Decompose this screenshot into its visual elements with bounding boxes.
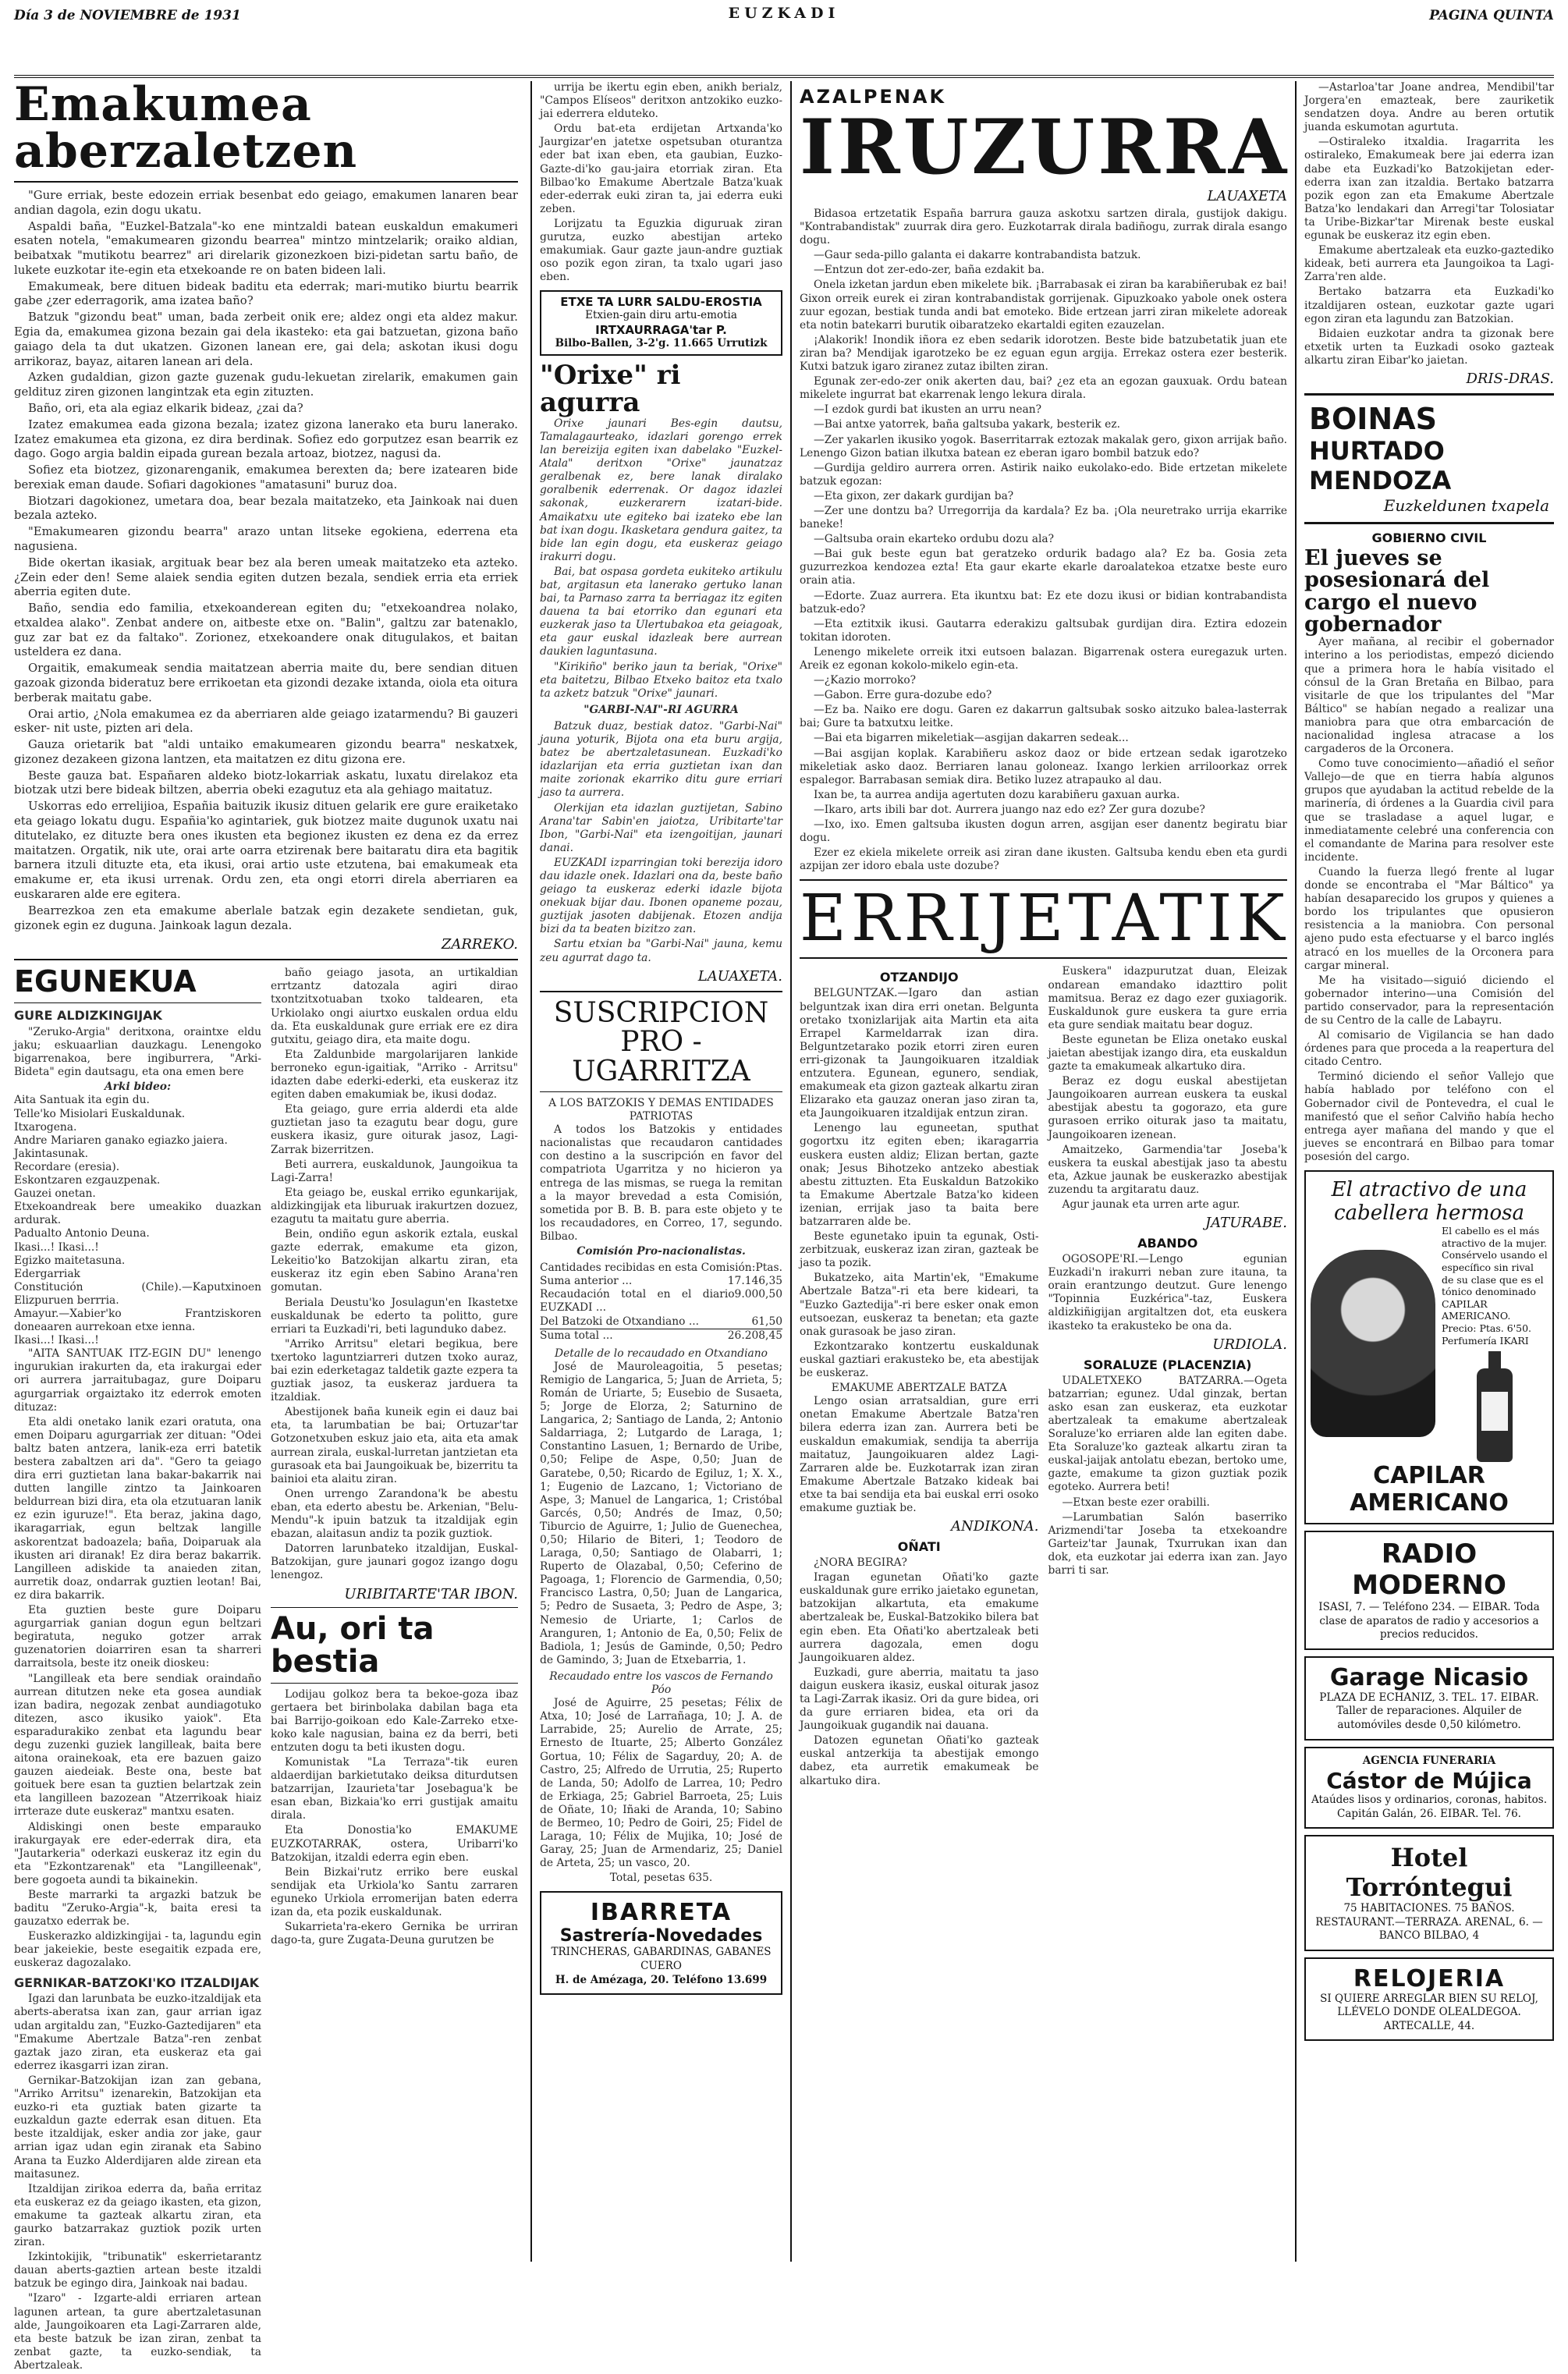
article-paragraph: Sukarrieta'ra-ekero Gernika be urriran dago-ta, gure Zugata-Deuna gurutzen be (271, 1921, 518, 1947)
ad-name: HURTADO MENDOZA (1309, 435, 1452, 495)
section-title-egunekua: EGUNEKUA (14, 964, 197, 999)
article-title-iruzurra: IRUZURRA (800, 103, 1290, 191)
divider (540, 991, 782, 992)
list-item: Eskontzaren ezgauzpenak. (14, 1174, 161, 1187)
article-paragraph: Orgaitik, emakumeak sendia maitatzean aberria maite du, bere sendian dituen gazoak gizonda bideratuz bere errikoetan eta gizondi dezake ixtanda, oiola eta oitura berberak maitatu gabe. (14, 662, 518, 704)
ad-boinas (1304, 393, 1554, 524)
article-euskera (1048, 965, 1288, 1212)
list-item: Etxekoandreak bere umeakiko duazkan ardurak. (14, 1201, 261, 1227)
ad-relojeria (1304, 1957, 1554, 2042)
article-paragraph: Olerkijan eta idazlan guztijetan, Sabino Arana'tar Sabin'en jaiotza, Uribitarte'tar Ibon, "Garbi-Nai" eta izengoitijan, jaunari danai. (540, 801, 782, 854)
article-paragraph: Izatez emakumea eada gizona bezala; izatez gizona lanerako eta buru lanerako. Izatez emakumea eta gizona, ez dira berdinak. Sofiez edo gorputzez esan bearrik ez dago. Gogo argia baldin eipada gurean bezala artoaz, biotzez, nagusi da. (14, 417, 518, 461)
article-paragraph: Bidasoa ertzetatik España barrura gauza askotxu sartzen dirala, gustijok dakigu. "Kontrabandistak" zuurrak dira gero. Euzkotarrak dirala badiñogu, zurrak dirala esango dogu. (800, 208, 1287, 247)
article-paragraph: Terminó diciendo el señor Vallejo que había hablado por teléfono con el Gobernador civil de Pontevedra, el cual le manifestó que el señor Calviño había hecho entrega ayer mañana del mando y que el jueves se encontrará en Bilbao para tomar posesión del cargo. (1304, 1070, 1554, 1163)
article-paragraph: —Bai eta bigarren mikeletiak—asgijan dakarren sedeak... (814, 732, 1129, 745)
row-label: Del Batzoki de Otxandiano ... (540, 1315, 700, 1328)
list-item: Gauzei onetan. (14, 1187, 96, 1201)
article-paragraph: José de Mauroleagoitia, 5 pesetas; Remigio de Langarica, 5; Juan de Arrieta, 5; Román de Uriarte, 5; Eusebio de Susaeta, 5; Jorge de Elorza, 2; Saturnino de Langarica, 2; Santiago de Landa, 2; Antonio Saldarriaga, 2; Lutgardo de Laraga, 1; Constantino Lasuen, 1; Bernardo de Uribe, 0,50; Felipe de Aspe, 0,50; Juan de Garatebe, 0,50; Ricardo de Egiluz, 1; X. X., 1; Eugenio de Lazcano, 1; Victoriano de Aspe, 3; Manuel de Langarica, 1; Cristóbal Garcés, 0,50; Andrés de Imaz, 0,50; Tiburcio de Aguirre, 1; Julio de Guenechea, 0,50; Hilario de Biteri, 1; Teodoro de Laraga, 0,50; Santiago de Olabarri, 1; Ruperto de Olazabal, 0,50; Ceferino de Pagoaga, 1; Florencio de Garmendia, 0,50; Francisco Lastra, 0,50; Juan de Langarica, 5; Pedro de Susaeta, 3; Pedro de Aspe, 3; Nemesio de Uriarte, 1; Carlos de Aranguren, 1; Antonio de Ea, 0,50; Felix de Badiola, 1; Jesús de Gaminde, 0,50; Pedro de Gamindo, 3; Juan de Etxebarria, 1. (540, 1360, 782, 1666)
article-paragraph: Cuando la fuerza llegó frente al lugar donde se encontraba el "Mar Báltico" ya habían desaparecido los grupos y quienes a bordo los tripulantes que opusieron resistencia a la maniobra. Con personal ajeno pudo esta efectuarse y el barco inglés atracó en los muelles de la Orconera para cargar mineral. (1304, 865, 1554, 972)
row-value: 61,50 (751, 1315, 782, 1328)
article-paragraph: Eta geiago, gure erria alderdi eta alde guztietan jaso ta ezagutu bear dogu, gure euskera ikasiz, gure oiturak jasoz, Lagi-Zarrak bizerritzen. (271, 1103, 518, 1156)
article-paragraph: —Gabon. Erre gura-dozube edo? (814, 689, 992, 702)
article-paragraph: Bein Bizkai'rutz erriko bere euskal sendijak eta Urkiola'ko Santu zarraren eguneko Urkiola erromerijan baten ederra izan da, eta pozik euskaldunak. (271, 1865, 518, 1918)
article-orixe (540, 417, 782, 965)
row-value: 17.146,35 (727, 1275, 782, 1288)
notice-title: ETXE TA LURR SALDU-EROSTIA (560, 295, 762, 310)
article-paragraph: —Eta eztitxik ikusi. Gautarra ederakizu galtsubak gurdijan dira. Eztira edozein tokitan idoroten. (800, 617, 1287, 644)
article-paragraph: Ordu bat-eta erdijetan Artxanda'ko Jaurgizar'en jatetxe ospetsuban oturantza eder bat ixan eben, eta gaubian, Euzko-Gazte-di'ko gau-jaira etorriak ziran. Eta Bilbao'ko Emakume Abertzale Batza'kuak eder-ederrak euki ziran ta, jai ederra euki zeben. (540, 122, 782, 215)
article-paragraph: "Emakumearen gizondu bearra" arazo untan litseke egokiena, ederrena eta nagusiena. (14, 525, 518, 553)
article-paragraph: Ixan be, ta aurrea andija agertuten dozu karabiñeru gaxuan aurka. (814, 788, 1180, 801)
article-paragraph: Lenengo lau eguneetan, sputhat gogortxu itz egiten eben; ikaragarria euskera eusten aldiz; Elizan bertan, gazte onak; Jesus Bihotzeko antzeko abestiak abestu zittuzten. Eta Euskaldun Batzokiko ta Emakume Abertzale Batza'ko kideen izenian, errijak jaso ta baita bere batzarraren alde be. (800, 1122, 1039, 1228)
ad-title: BOINAS (1309, 401, 1437, 436)
town-heading-otxandijo: OTZANDIJO (879, 970, 959, 985)
article-paragraph: Lengo osian arratsaldian, gure erri onetan Emakume Abertzale Batza'ren bilera ederra izan zan. Aurrera beti be euskaldun emakumiak, sendija ta aberrija maitatuz, Jaungoikuaren aldez Lagi-Zarraren alde be. Euzkotarrak izan ziran Emakume Abertzale Batzako kideak bai etxe ta bai sendija eta bai euskal erri osoko emakume guztiak be. (800, 1395, 1039, 1514)
list-item: Ikasi...! Ikasi...! (14, 1334, 99, 1347)
ad-hotel-torrontegui (1304, 1835, 1554, 1951)
list-item: Telle'ko Misiolari Euskaldunak. (14, 1107, 186, 1120)
article-paragraph: —Larumbatian Salón baserriko Arizmendi'tar Joseba ta etxekoandre Garteiz'tar Jaunak, Txurrukan ixan dan dok, eta euzkotar jai ederra ixan zan. Jayo barri ti sar. (1048, 1510, 1287, 1577)
errijetatik-left (800, 965, 1039, 1789)
list-item: Padualto Antonio Deuna. (14, 1227, 150, 1240)
divider (14, 181, 518, 183)
divider (800, 879, 1287, 881)
article-paragraph: Onela izketan jardun eben mikelete bik. ¡Barrabasak ei ziran ba karabiñerubak ez bai! Gixon orreik eurek ei ziran kontrabandistak gorrijenak. Gipuzkoako yabole onek ostera zuur egozan, bestiak tunda andi bat emoteko. Bide ertzean jarri ziran mikelete adoreak eta notin batekarri burutik oibaratzeko ekartaldi egiten ezauzelan. (800, 279, 1287, 332)
article-title-orixe: "Orixe" ri agurra (540, 359, 681, 419)
article-paragraph: —Bai asgijan koplak. Karabiñeru askoz daoz or bide ertzean sedak igarotzeko mikeletiak asko daoz. Berriaren lanau goloneaz. Ixango lerkien arriloorkaz orrek espalegor. Barrabasan semiak dira. Betiko luzez atrapauko al dau. (800, 747, 1287, 786)
article-paragraph: Bukatzeko, aita Martin'ek, "Emakume Abertzale Batza"-ri eta bere kideari, ta "Euzko Gaztedija"-ri bere esker onak emon eutsoezan, euskeraz ta benetan; eta gazte onak gurasoak be jaso ziran. (800, 1272, 1039, 1338)
article-paragraph: Lenengo mikelete orreik itxi eutsoen balazan. Bigarrenak ostera euregazuk urten. Areik ez egonan kokolo-mikelo egin-eta. (800, 645, 1287, 672)
article-paragraph: "Izaro" - Izgarte-aldi erriaren artean lagunen artean, ta gure abertzaletasunan alde, Jaungoikoaren eta Lagi-Zarraren alde, eta beste batzuk be izan ziran, zenbat ta zenbat gazte, ta euzko-sendiak, ta Abertzaleak. (14, 2292, 261, 2372)
article-paragraph: —Ikaro, arts ibili bar dot. Aurrera juango naz edo ez? Zer gura dozube? (814, 803, 1205, 816)
article-paragraph: Emakume abertzaleak eta euzko-gaztediko kideak, beti aurrera eta Jaungoikoa ta Lagi-Zarra'ren alde. (1304, 244, 1554, 284)
table-row (540, 1275, 782, 1288)
article-paragraph: —Entzun dot zer-edo-zer, baña ezdakit ba. (814, 264, 1045, 277)
article-paragraph: Bein, ondiño egun askorik eztala, euskal gazte ederrak, emakume eta gizon, Lekeitio'ko Batzokijan alkartu ziran, eta euskeraz itz egin eben Sabino Arana'ren gomutan. (271, 1228, 518, 1294)
section-label: AZALPENAK (800, 86, 947, 108)
article-paragraph: Lodijau golkoz bera ta bekoe-goza ibaz gertaera bet birinbolaka dabilan baga eta bai Barrijo-goikoan edo Kale-Zarreko etxe-koko kale nagusian, baina ez da berri, beti entzuten dogu ta beti ikusten dogu. (271, 1687, 518, 1754)
bottle-image (1477, 1368, 1513, 1462)
article-paragraph: "Kirikiño" beriko jaun ta beriak, "Orixe" eta baitetzu, Bilbao Etxeko baitoz eta txalo ta azketz batzuk "Orixe" jaunari. (540, 660, 782, 700)
ad-text: PLAZA DE ECHANIZ, 3. TEL. 17. EIBAR. Taller de reparaciones. Alquiler de automóviles desde 0,50 kilómetro. (1319, 1691, 1539, 1731)
list-item: Egizko maitetasuna. (14, 1254, 126, 1267)
total: Total, pesetas 635. (609, 1872, 713, 1885)
article-paragraph: Eta Donostia'ko EMAKUME EUZKOTARRAK, ostera, Uribarri'ko Batzokijan, itzaldi ederra egin eben. (271, 1824, 518, 1864)
ad-radio-moderno (1304, 1531, 1554, 1650)
article-paragraph: "Zeruko-Argia" deritxona, oraintxe eldu jaku; eskuaarlian dauzkagu. Lenengoko bigarrenakoa, bere ingiburrera, "Arki-Bideta" egin dautsagu, eta ona emen bere (14, 1026, 261, 1079)
article-paragraph: Itzaldijan zirikoa ederra da, baña erritaz eta euskeraz ez da geiago ikasten, eta gizon, emakume ta gazteak alkartu ziran, eta gaurko batzarrakaz guztiok pozik urten ziran. (14, 2182, 261, 2249)
errijetatik-columns (800, 965, 1287, 1789)
subheading: "GARBI-NAI"-RI AGURRA (584, 703, 739, 716)
article-paragraph: —Astarloa'tar Joane andrea, Mendibil'tar Jorgera'en emazteak, bere zauriketik sendatzen doya. Andre au beren ortutik juanda eskumotan agurtuta. (1304, 81, 1554, 134)
article-egunekua (14, 1008, 261, 2372)
signature-dris-dras: DRIS-DRAS. (1466, 370, 1554, 387)
article-paragraph: —Bai antxe yatorrek, baña galtsuba yakark, besterik ez. (814, 418, 1120, 431)
article-emakumea (14, 189, 518, 933)
ad-line: H. de Amézaga, 20. Teléfono 13.699 (555, 1973, 768, 1986)
article-paragraph: Bertako batzarra eta Euzkadi'ko itzaldijaren ostean, euzkotar gazte ugari egon ziran eta lagundu zan Batzokian. (1304, 286, 1554, 325)
article-paragraph: Me ha visitado—siguió diciendo el gobernador interino—una Comisión del partido conservador, para la representación de su Centro de la calle de Labayru. (1304, 974, 1554, 1027)
article-paragraph: "Arriko Arritsu" eletari begikua, bere txertoko laguntziarreri dutzen txoko auraz, bai ezin ederketagaz taldetik gazte ezpera ta guztiak jasoz, ta euskeraz jarduera ta itzaldiak. (271, 1337, 518, 1404)
table-row (540, 1315, 782, 1329)
article-otxandijo (800, 987, 1039, 1515)
article-paragraph: Beste egunetan be Eliza onetako euskal jaietan abestijak izango dira, eta euskaldun gazte ta emakumeak alkartuko dira. (1048, 1033, 1287, 1073)
list-item: Recordare (eresia). (14, 1160, 120, 1173)
masthead (14, 3, 1554, 78)
commission-name: Comisión Pro-nacionalistas. (576, 1245, 746, 1258)
ad-title: RADIO MODERNO (1352, 1538, 1506, 1602)
article-paragraph: Lorijzatu ta Eguzkia diguruak ziran gurutza, euzko abestijan arteko emakumiak. Gaur gazte jaun-andre guztiak oso pozik egon ziran, ta txalo ugari jaso eben. (540, 217, 782, 284)
article-paragraph: Beraz ez dogu euskal abestijetan Jaungoikoaren aurrean euskera ta euskal abestijak abestu ta gogorazo, eta gure gurasoen erriko oiturak jaso ta maitatu, Jaungoikoaren izenean. (1048, 1075, 1287, 1141)
ad-title: Garage Nicasio (1329, 1663, 1529, 1691)
article-iruzurra (800, 208, 1287, 873)
article-paragraph: —Gurdija geldiro aurrera orren. Astirik naiko eukolako-edo. Bide ertzetan mikelete batzuk egozan: (800, 461, 1287, 488)
section-title-suscripcion: SUSCRIPCION PRO - UGARRITZA (553, 996, 769, 1088)
article-paragraph: Onen urrengo Zarandona'k be abestu eban, eta ederto abestu be. Arkenian, "Belu-Mendu"-k ipuin batzuk ta itzaldijak egin ebazan, alaitasun andiz ta pozik guztiok. (271, 1487, 518, 1541)
list-item: Edergarriak (14, 1267, 80, 1280)
article-suscripcion (540, 1097, 782, 1885)
row-label: Suma anterior ... (540, 1275, 633, 1288)
column-left-b (271, 967, 518, 2374)
ad-copy (1442, 1225, 1548, 1462)
article-continued (271, 967, 518, 1582)
divider (271, 1607, 518, 1608)
article-paragraph: Agur jaunak eta urren arte agur. (1062, 1198, 1240, 1211)
column-middle (530, 81, 790, 2262)
signature-lauaxeta: LAUAXETA. (697, 967, 782, 985)
list-item: Amayur.—Xabier'ko Frantziskoren doneaaren aurrekoan etxe ienna. (14, 1307, 261, 1334)
page-number: PAGINA QUINTA (1429, 8, 1554, 23)
article-paragraph: EUZKADI izparringian toki berezija idoro dau idazle onek. Idazlari ona da, beste baño geiago ta euskeraz ederki idazle bijota onekuak bijar dau. Ibonen opaneme pozau, guztijak jasoten dabijenak. Etozen andija bizi da ta beaten bizitzo zan. (540, 856, 782, 936)
article-paragraph: Baño, ori, eta ala egiaz elkarik bideaz, ¿zai da? (28, 401, 303, 415)
lower-left-columns (14, 964, 519, 2374)
article-paragraph: Komunistak "La Terraza"-tik euren aldaerdijan barkietutako deiksa diturdutsen batzarrijan, Izaurieta'tar Josebagua'k be esan eban, Bizkaia'ko erri gustijak amaitu dirala. (271, 1755, 518, 1822)
section-title-errijetatik: ERRIJETATIK (800, 882, 1290, 956)
ad-script-title: El atractivo de una cabellera hermosa (1331, 1178, 1527, 1225)
article-paragraph: Como tuve conocimiento—añadió el señor Vallejo—de que en tierra había algunos grupos que ayudaban la actitud rebelde de la marinería, di órdenes a la Guardia civil para que se trasladase a aquel lugar, e inmediatamente celebré una conferencia con el comandante de Marina para resolver este incidente. (1304, 758, 1554, 864)
article-paragraph: Bide okertan ikasiak, argituak bear bez ala beren umeak maitatzeko eta azteko. ¿Zein eder den! Seme alaiek sendia egiten dutzen bezala, sendiek erria eta erriek aberria egiten dute. (14, 555, 518, 599)
signature-jaturabe: JATURABE. (1204, 1215, 1287, 1232)
ad-subtitle: Sastrería-Novedades (559, 1926, 763, 1946)
article-title-gobernador: El jueves se posesionará del cargo el nuevo gobernador (1304, 545, 1490, 637)
article-paragraph: "Gure erriak, beste edozein erriak besenbat edo geiago, emakumen lanaren bear andian dagola, ezin dogu ukatu. (14, 189, 518, 217)
table-header (540, 1262, 782, 1275)
town-heading-onati: OÑATI (897, 1539, 941, 1555)
article-paragraph: Eta Zaldunbide margolarijaren lankide berroneko egun-igaitiak, "Arriko - Arritsu" idazten dabe ederki-ederki, eta euskeraz itz egiten daben emakumiak be, ikusi dodaz. (271, 1048, 518, 1102)
article-paragraph: Egunak zer-edo-zer onik akerten dau, bai? ¿ez eta an egozan gauxuak. Ordu batean mikelete ingurrat bat ekarrenak lengo lekura dirala. (800, 375, 1287, 402)
table-row (540, 1329, 782, 1343)
ad-capilar-americano (1304, 1170, 1554, 1524)
article-paragraph: Bai, bat ospasa gordeta eukiteko artikulu bat, argitasun eta lanerako gertuko lanan bai, ta Parnaso zarra ta berriagaz itz egiten dauena ta bai etorriko dan egunari eta euzkerak jaso ta Ulertubakoa eta geiagoak, eta gaur euskal idazleak bere aurrean daukien laguntasuna. (540, 565, 782, 658)
ad-body (1311, 1225, 1548, 1462)
ad-text: ISASI, 7. — Teléfono 234. — EIBAR. Toda clase de aparatos de radio y accesorios a precios reducidos. (1318, 1601, 1540, 1641)
ad-brand: CAPILAR AMERICANO (1350, 1462, 1509, 1517)
row-value: 9.000,50 (734, 1288, 782, 1301)
article-paragraph: A todos los Batzokis y entidades nacionalistas que recaudaron cantidades con destino a la suscripción en favor del compatriota Ugarritza y no hicieron ya entrega de las mismas, se ruega la remitan a la mayor brevedad a esta Comisión, sometida por B. B. B. para este objeto y te los recaudadores, en Correo, 17, segundo. Bilbao. (540, 1123, 782, 1243)
article-paragraph: Sofiez eta biotzez, gizonarenganik, emakumea berexten da; bere izatearen bide berexiak eman daude. Sofiari dagokiones "amatasuni" buruz doa. (14, 463, 518, 491)
errijetatik-right (1048, 965, 1288, 1789)
article-paragraph: "Langilleak eta bere sendiak oraindaño aurrean ditutzen neke eta gosea aundiak izan badira, negozak zenbat aundiagotuko ditezen, asco ikusiko yaiok". Eta esparadurakiko zenbat eta lagundu bear degu zuzenki guziek langilleak, baita bere aitona orainekoak, eta ere bazuen gaizo gauzen aiedeiak. Beste ona, beste bat goituek bere esan ta guztien belartzak zein eta langilleen bazozean "Atzerrikoak hiaiz irrteraze dute euskeraz" mantxu esaten. (14, 1672, 261, 1819)
article-paragraph: Beti aurrera, euskaldunok, Jaungoikua ta Lagi-Zarra! (271, 1158, 518, 1184)
article-paragraph: Sartu etxian ba "Garbi-Nai" jauna, kemu zeu agurrat dago ta. (540, 938, 782, 964)
article-paragraph: José de Aguirre, 25 pesetas; Félix de Atxa, 10; José de Larrañaga, 10; J. A. de Larrabide, 25; Aurelio de Arrate, 25; Ernesto de Ituarte, 25; Alberto González Gortua, 10; Félix de Sagarduy, 20; A. de Castro, 25; Alfredo de Urrutia, 25; Ruperto de Landa, 50; Adolfo de Larrea, 10; Pedro de Erkiaga, 25; Gabriel Barroeta, 25; Luis de Oñate, 10; Iñaki de Aranda, 10; Sabino de Bermeo, 10; Pedro de Goiri, 25; Fidel de Laraga, 10; Félix de Mujika, 10; José de Garay, 25; Juan de Armendariz, 25; Daniel de Arteta, 25; un vasco, 20. (540, 1697, 782, 1870)
article-paragraph: Beste egunetako ipuin ta egunak, Osti-zerbitzuak, euskeraz izan ziran, gazteak be jaso ta pozik. (800, 1230, 1039, 1270)
list-item: Itxarogena. (14, 1120, 77, 1134)
article-paragraph: ¡Alakorik! Inondik iñora ez eben sedarik idorotzen. Beste bide batzubetatik juan ete ziran ba? Mendijak igarotzeko be ez eguan egun argija. Errekaz ostera ezer besterik. Kutxi batzuk igaro ziranez zutaz ibilten ziran. (800, 333, 1287, 374)
notice-body: Etxien-gain diru artu-emotia (585, 309, 737, 322)
article-paragraph: Eta aldi onetako lanik ezari oratuta, ona emen Doiparu agurgarriak zer dituan: "Odei baltz baten antzera, lanik-eza erri batetik bestera zabaltzen ari da". "Gero ta geiago dira erri guztietan lana bakar-bakarrik nai dutten langille zintzo ta Jainkoaren beldurrean bizi dira, eta ola etzutuaran lanik ez ezin iguruze!". Eta beraz, jakina dago, ikaragarriak, egun beltzak langille askorentzat badoazela; baña, Doiparuak ala ikusten ari diranak! Ez dira beraz bakarrik. Langilleen adiskide ta anaieden zitan, aurretik doaz, ondarrak guztien leotan! Bai, ez dira bakarrik. (14, 1415, 261, 1602)
woman-portrait-image (1311, 1250, 1435, 1437)
article-paragraph: Datorren larunbateko itzaldijan, Euskal-Batzokijan, gure jaunari gogoz izango dogu lenengoz. (271, 1542, 518, 1582)
subheading: GURE ALDIZKINGIJAK (14, 1008, 162, 1024)
row-value: 26.208,45 (727, 1329, 782, 1342)
article-title-au-ori: Au, ori ta bestia (271, 1610, 435, 1680)
article-paragraph: —Ostiraleko itxaldia. Iragarrita les ostiraleko, Emakumeak bere jai ederra izan dabe eta Euzkadi'ko Batzokijetan eder-ederra ixan zan itzaldia. Bertako batzarra pozik egon zan eta Emakume Abertzale Batza'ko lendakari dan Arregi'tar Tolosiatar ta Uribe-Bizkar'tar Mirenak beste euskal egunak be euskeraz itz egin eben. (1304, 136, 1554, 243)
section-label: GOBIERNO CIVIL (1371, 530, 1487, 545)
article-paragraph: Aldiskingi onen beste emparauko irakurgayak ere eder-ederrak dira, eta "Jautarkeria" oderkazi euskeraz itz egin du eta "Ezkontzarenak" eta "Langilleenak", bere gogoeta aundi ta bikainekin. (14, 1820, 261, 1886)
ad-ibarreta (540, 1891, 782, 1995)
article-paragraph: —Zer une dontzu ba? Urregorrija da kardala? Ez ba. ¡Ola neuretrako urrija ekarrike baneke! (800, 504, 1287, 531)
article-paragraph: Baño, sendia edo familia, etxekoanderean egiten du; "etxekoandrea nolako, etxaldea alako". Zenbat andere on, aitbeste etxe on. "Balin", galtzu zar batenaklo, guz zar bat ez da faltako". Zorionez, etxekoandere onak ditugulakos, et baitan usteldera ez dana. (14, 601, 518, 659)
article-paragraph: Bearrezkoa zen eta emakume aberlale batzak egin dezakete sendietan, guk, gizonek egin ez duguna. Jainkoak lagun dezala. (14, 903, 518, 932)
ad-title: RELOJERIA (1353, 1964, 1506, 1993)
article-paragraph: Euskera" idazpurutzat duan, Eleizak ondarean emandako idazttiro polit mamitsua. Beraz ez dago ezer guxiagorik. Euskaldunok gure euskera ta gure erria eta gure sendiak maitatu bear doguz. (1048, 965, 1287, 1031)
divider (271, 1683, 518, 1684)
article-paragraph: Aspaldi baña, "Euzkel-Batzala"-ko ene mintzaldi batean euskaldun emakumeri esaten notela, "emakumearen gizondu bearrea" mintzo mintzelarik; oraiko aldian, beibatxak "mutikotu bearrez" ari direlarik gizonezkoen bizi-pidetan sartu baño, de lukete euzkotar ite-egin eta etxekoande re on baten bideen lali. (14, 219, 518, 277)
article-abando (1048, 1253, 1288, 1333)
article-gobernador (1304, 636, 1554, 1164)
ad-name: IBARRETA (590, 1899, 733, 1927)
signature-andikona: ANDIKONA. (951, 1518, 1039, 1535)
article-au-ori (271, 1688, 518, 1948)
article-paragraph: Gauza orietarik bat "aldi untaiko emakumearen gizondu bearra" neskatxek, gizonez dezakeen gizona lantzen, eta maitatzen ez ditu gizona ere. (14, 738, 518, 766)
ad-text: El cabello es el más atractivo de la mujer. Consérvelo usando el específico sin rival de su clase que es el tónico denominado CAPILAR AMERICANO. Precio: Ptas. 6'50. Perfumería IKARI (1442, 1225, 1548, 1347)
list-heading: Arki bideo: (104, 1081, 172, 1094)
article-paragraph: BELGUNTZAK.—Igaro dan astian belguntzak ixan dira erri onetan. Belgunta oretako txonizlarijak aita Martin eta aita Errapel Karmeldarrak izan dira. Belguntzetarako pozik etorri ziren euren erri-gizonak ta Jaungoikuaren itzaldiak entzutera. Egunean, egunero, sendiak, emakumeak eta gizon gazteak alkartu ziran Elizarako eta gauzaz oneran jaso ziran ta, eta Jaungoikuaren itzaldijak entzun ziran. (800, 987, 1039, 1120)
ad-line: TRINCHERAS, GABARDINAS, GABANES CUERO (551, 1946, 772, 1972)
signature-zarreko: ZARREKO. (441, 936, 518, 953)
ad-title: Hotel Torróntegui (1346, 1843, 1513, 1903)
row-label: Suma total ... (540, 1329, 613, 1342)
article-paragraph: OGOSOPE'RI.—Lengo egunian Euzkadi'n irakurri neban zure itauna, ta orain erantzungo deutzut. Gure lenengo "Topinnia Euzkérica"-taz, Euskera aldizkiñigijan argitaltzen dot, eta euskera ikasteko ta erakusteko be ona da. (1048, 1253, 1287, 1332)
article-paragraph: Beste gauza bat. Españaren aldeko biotz-lokarriak askatu, luxatu direlakoz eta biotzak utzi bere bideak biltzen, aberria obeki ezagutuz eta ala gehiago maitatuz. (14, 768, 518, 797)
article-continued (540, 81, 782, 284)
article-paragraph: —Etxan beste ezer orabilli. (1062, 1496, 1210, 1509)
article-paragraph: Orixe jaunari Bes-egin dautsu, Tamalagaurteako, idazlari gorengo errek lan bereizija egiten ixan dabelako "Euzkel-Atala" deritxon "Orixe" jaunatzaz geralbenak ez, bere lanak diralako goralbenik ederrenak. Or dagoz idazlei sakonak, euzkerarern izatari-bide. Amaikatxu ute egiteko bai izateko ebe lan bat ixan dogu. Ikasketara gendura gaitez, ta bide lan egin dogu, eta euskeraz geiago irakurri dogu. (540, 417, 782, 563)
article-paragraph: Ayer mañana, al recibir el gobernador interino a los periodistas, empezó diciendo que a primera hora le había visitado el cónsul de la Gran Bretaña en Bilbao, para visitarle de que los tripulantes del "Mar Báltico" se habían negado a realizar una maniobra para que otra embarcación de nacionalidad inglesa atracase a los cargaderos de la Orconera. (1304, 636, 1554, 756)
ad-text: 75 HABITACIONES. 75 BAÑOS. RESTAURANT.—TERRAZA. ARENAL, 6. — BANCO BILBAO, 4 (1315, 1902, 1543, 1943)
list-item: Jakintasunak. (14, 1147, 89, 1160)
article-paragraph: Azken gudaldian, gizon gazte guzenak gudu-lekuetan zirelarik, emakumen gain geldituz ziren gizonen langintzak eta egin zituzten. (14, 371, 518, 399)
ad-subtitle: Euzkeldunen txapela (1383, 495, 1549, 515)
subheading: Recaudado entre los vascos de Fernando Póo (549, 1670, 773, 1697)
article-continued (1304, 81, 1554, 367)
article-paragraph: "AITA SANTUAK ITZ-EGIN DU" lenengo ingurukian irakurten da, eta irakurgai eder ori aurrera jarraitubagaz, gure Doiparu agurgarriak orgaiztako itz ederrok emoten dituzaz: (14, 1347, 261, 1414)
article-paragraph: —Ixo, ixo. Emen galtsuba ikusten dogun arren, asgijan eser danentz begiratu biar dogu. (800, 818, 1287, 845)
egunekua-column (14, 964, 261, 2374)
article-paragraph: Beriala Deustu'ko Josulagun'en Ikastetxe euskaldunak be ederto ta politto, gure erriari ta Euzkadi'ri, beti lagunduko dabez. (271, 1296, 518, 1336)
article-paragraph: Emakumeak, bere dituen bideak baditu eta ederrak; mari-mutiko biurtu bearrik gabe ¿zer ederragorik, ama izatea baño? (14, 279, 518, 308)
divider (540, 1091, 782, 1092)
article-paragraph: Euskerazko aldizkingijai - ta, lagundu egin bear jakeiekie, beste esegaitik ezpada ere, euskeraz dagozalako. (14, 1930, 261, 1970)
divider (800, 957, 1287, 959)
column-left (14, 77, 526, 2372)
article-paragraph: Eta geiago be, euskal erriko egunkarijak, aldizkingijak eta liburuak irakurtzen dozuez, ezagutu ta maitatu gure aberria. (271, 1186, 518, 1226)
article-paragraph: Euzkadi, gure aberria, maitatu ta jaso daigun euskera ikasiz, euskal oiturak jasoz ta Lagi-Zarrak ikasiz. Ori da gure bidea, ori da gure erriaren bidea, eta ori da Jaungoikuak gugandik nai dauana. (800, 1666, 1039, 1733)
article-paragraph: Orai artio, ¿Nola emakumea ez da aberriaren alde geiago izatarmendu? Bi gauzeri esker- nit uste, pizten ari dela. (14, 707, 518, 736)
signature-ibon: URIBITARTE'TAR IBON. (344, 1585, 518, 1602)
article-paragraph: Abestijonek baña kuneik egin ei dauz bai eta, ta larumbatian be bai; Ortuzar'tar Gotzonetxuben eskuz jaio eta, aita eta amak aurrean zirala, euskal-lurretan jantzietan eta gurasoak eta bai Jaungoikuak be, bizerritu ta bainioi eta alaitu ziran. (271, 1406, 519, 1485)
ad-funeraria (1304, 1747, 1554, 1829)
article-paragraph: —Ez ba. Naiko ere dogu. Garen ez dakarrun galtsubak sosko aitzuko balea-lasterrak bai; Gure ta batxutxu leitke. (800, 704, 1287, 730)
article-paragraph: baño geiago jasota, an urtikaldian errtzantz datozala agiri dirao txontzitxotuaban txoko taldearen, eta Urkiolako ongi aiurtxo euskalen ordua eldu da. Eta euskaldunak gure erriak ere ez dira gutxitu, geiago dira, eta maite dogu. (271, 967, 518, 1046)
table-unit: Ptas. (755, 1262, 782, 1275)
article-paragraph: —Zer yakarlen ikusiko yogok. Baserritarrak eztozak makalak gero, gixon arrijak baño. Lenengo Gizon batian ilkutxa batean ez eberan igaro bombil batzuk edo? (800, 433, 1287, 460)
row-label: Recaudación total en el diario EUZKADI ... (540, 1288, 735, 1315)
article-paragraph: Gernikar-Batzokijan izan zan gebana, "Arriko Arritsu" izenarekin, Batzokijan eta euzko-ri eta guztiak baten gizarte ta euzkaldun gazte ederrak esan dituen. Eta beste itzaldijak, esker andia zor jake, gaur arrian igaz udan egin ziranak eta Sabino Arana ta Euzko Alderdijaren alde zirean eta maitasunez. (14, 2074, 261, 2181)
column-right (1295, 81, 1554, 2262)
notice-name: IRTXAURRAGA'tar P. (595, 322, 727, 337)
article-onati (800, 1556, 1039, 1788)
article-paragraph: Al comisario de Vigilancia se han dado órdenes para que proceda a la reapertura del citado Centro. (1304, 1029, 1554, 1069)
byline-lauaxeta: LAUAXETA (1207, 188, 1287, 204)
article-paragraph: urrija be ikertu egin eben, anikh berialz, "Campos Elíseos" deritxon antzokiko euzko-jai ederrera elduteko. (540, 81, 782, 121)
newspaper-name: EUZKADI (728, 5, 840, 22)
list-item: Constitución (Chile).—Kaputxinoen Elizpuruen berrria. (14, 1280, 261, 1307)
table-title: Cantidades recibidas en esta Comisión: (540, 1262, 756, 1275)
column-center-right (790, 81, 1295, 2262)
subheading: GERNIKAR-BATZOKI'KO ITZALDIJAK (14, 1975, 260, 1990)
signature-urdiola: URDIOLA. (1212, 1336, 1287, 1353)
article-paragraph: —Eta gixon, zer dakark gurdijan ba? (814, 489, 1014, 502)
notice-etxe-lurr (540, 290, 782, 355)
ad-garage-nicasio (1304, 1656, 1554, 1741)
article-paragraph: —I ezdok gurdi bat ikusten an urru nean? (814, 403, 1042, 417)
divider (14, 1002, 261, 1003)
article-paragraph: Biotzari dagokionez, umetara doa, bear bezala maitatzeko, eta Jainkoak nai duen bezala azteko. (14, 494, 518, 523)
ad-subtitle: AGENCIA FUNERARIA (1362, 1754, 1496, 1767)
article-paragraph: ¿NORA BEGIRA? (814, 1556, 907, 1570)
article-paragraph: Izkintokijik, "tribunatik" eskerrietarantz dauan aberts-gaztien artean beste itzaldi batzuk be egingo dira, Jainkoak nai badau. (14, 2251, 261, 2291)
article-soraluze (1048, 1375, 1288, 1577)
table-row (540, 1288, 782, 1315)
article-paragraph: Igazi dan larunbata be euzko-itzaldijak eta aberts-aberatsa ixan zan, gaur arrian igaz udan argitaldu zan, "Euzko-Gaztedijaren" eta "Emakume Abertzale Batza"-ren zenbat gaztak jazo ziran, eta euskeraz eta gai ederrez ikasgarri izan ziran. (14, 1993, 261, 2072)
page-date: Día 3 de NOVIEMBRE de 1931 (14, 8, 241, 23)
town-heading-soraluze: SORALUZE (PLACENZIA) (1084, 1357, 1252, 1372)
article-paragraph: Iragan egunetan Oñati'ko gazte euskaldunak gure erriko jaietako egunetan, batzokijan alkartuta, eta emakume abertzaleak be, Euskal-Batzokiko bilera bat egin eben. Eta Oñati'ko abertzaleak beti aurrera dagozala, emen dogu Jaungoikuaren aldez. (800, 1571, 1039, 1664)
article-paragraph: Batzuk "gizondu beat" uman, bada zerbeit onik ere; aldez ongi eta aldez makur. Egia da, emakumea gizona bezain gai dela ikasteko: eta gai batzuetan, gizona baño gaiago dela ta dut ukatzen. Gizonen lanean ere, gai dela; askotan ikusi dogu arrikoraz, bayaz, aitaren lanean ari dela. (14, 311, 518, 368)
subheading: A LOS BATZOKIS Y DEMAS ENTIDADES PATRIOTAS (548, 1097, 774, 1123)
article-paragraph: Datozen egunetan Oñati'ko gazteak euskal antzerkija ta abestijak emongo dabez, eta aurretik emakumeak be alkartuko dira. (800, 1734, 1039, 1787)
town-heading-abando: ABANDO (1137, 1236, 1198, 1251)
article-title-emakumea: Emakumea aberzaletzen (14, 77, 358, 179)
article-paragraph: Amaitzeko, Garmendia'tar Joseba'k euskera ta euskal abestijak jaso ta abestu eta, Azkue jaunak be euskerazko abestijak zuzendu ta argitaratu dauz. (1048, 1143, 1287, 1196)
list-item: Ikasi...! Ikasi...! (14, 1240, 99, 1254)
ad-title: Cástor de Mújica (1326, 1768, 1532, 1794)
article-paragraph: Bidaien euzkotar andra ta gizonak bere etxetik urten ta Euzkadi osoko gazteak alkartu ziran Eibar'ko jaietan. (1304, 327, 1554, 367)
subheading: Detalle de lo recaudado en Otxandiano (555, 1347, 768, 1360)
article-paragraph: Beste marrarki ta argazki batzuk be baditu "Zeruko-Argia"-k, baita eresi ta gauzatxo ederrak be. (14, 1889, 261, 1929)
article-paragraph: Uskorras edo errelijioa, Españia baituzik ikusiz dituen gelarik ere gure eraiketako eta geiago lokatu dugu. Españia'ko agintariek, guk biotzez maite dugunok uxatu nai ditutelako, ez dituzte bera ones ikusten eta begionez ikusten ez dena ez da errez maitatzen. Orgatik, nik ute, orai arte oarra etzirenak bere baitaratu dira eta bagitik barnera itzuli dituzte eta, eta ikusi, orai artio uste etzutena, bai emakumeak eta emakume er, eta ikusi urrenak. Ordu zen, eta ongi etorri direla aberriaren ea euskararen alde ere egitera. (14, 800, 518, 901)
list-item: Andre Mariaren ganako egiazko jaiera. (14, 1134, 228, 1147)
article-paragraph: —Edorte. Zuaz aurrera. Eta ikuntxu bat: Ez ete dozu ikusi or bidian kontrabandista batzuk-edo? (800, 589, 1287, 616)
subheading: EMAKUME ABERTZALE BATZA (831, 1382, 1007, 1395)
list-item: Aita Santuak ita egin du. (14, 1094, 150, 1107)
notice-address: Bilbo-Ballen, 3-2'g. 11.665 Urrutizk (555, 336, 768, 350)
article-paragraph: —¿Kazio morroko? (814, 674, 917, 687)
divider (14, 959, 518, 960)
article-paragraph: UDALETXEKO BATZARRA.—Ogeta batzarrian; egunez. Udal ginzak, bertan asko esan zan euskeraz, eta euzkotar abertzaleak ta emakume abertzaleak Soraluze'ko erriaren alde lan egiten dabe. Eta Soraluze'ko gazteak alkartu ziran ta euskal-jaijak antolatu ebezan, bertoko ume, gazte, emakume ta gizon guztiak pozik egoteko. Aurrera beti! (1048, 1374, 1287, 1494)
article-paragraph: —Gaur seda-pillo galanta ei dakarre kontrabandista batzuk. (814, 249, 1141, 262)
article-paragraph: —Galtsuba orain ekarteko ordubu dozu ala? (814, 533, 1054, 546)
article-paragraph: —Bai guk beste egun bat geratzeko ordurik badago ala? Ez ba. Gosia zeta guzurrezkoa kendozea ezta! Eta gaur ekarte ekarle daroalatekoa etzatxe beste euro orain atia. (800, 548, 1287, 587)
article-paragraph: Ezer ez ekiela mikelete orreik asi ziran dane ikusten. Galtsuba kendu eben eta gurdi azpijan zer idoro ebala uste dozube? (800, 846, 1287, 873)
ad-text: Ataúdes lisos y ordinarios, coronas, habitos. Capitán Galán, 26. EIBAR. Tel. 76. (1311, 1794, 1548, 1820)
article-paragraph: Eta guztien beste gure Doiparu agurgarriak ganian dogun egun beltzari begiratuta, neguko gotzer arrak guzenatorien doiarriren esan ta sharreri darraitsola, beste itz oneik dioskeu: (14, 1604, 261, 1670)
ad-text: SI QUIERE ARREGLAR BIEN SU RELOJ, LLÉVELO DONDE OLEALDEGOA. ARTECALLE, 44. (1320, 1992, 1538, 2032)
article-paragraph: Batzuk duaz, bestiak datoz. "Garbi-Nai" jauna yoturik, Bijota ona eta buru argija, batez be abertzaletasunean. Euzkadi'ko idazlarijan eta erria guztietan ixan dan maite zorionak ekarriko ditu gure erriari jaso ta aurrera. (540, 719, 782, 800)
article-paragraph: Ezkontzarako kontzertu euskaldunak euskal gaztiari erakusteko be, eta abestijak be euskeraz. (800, 1340, 1039, 1380)
